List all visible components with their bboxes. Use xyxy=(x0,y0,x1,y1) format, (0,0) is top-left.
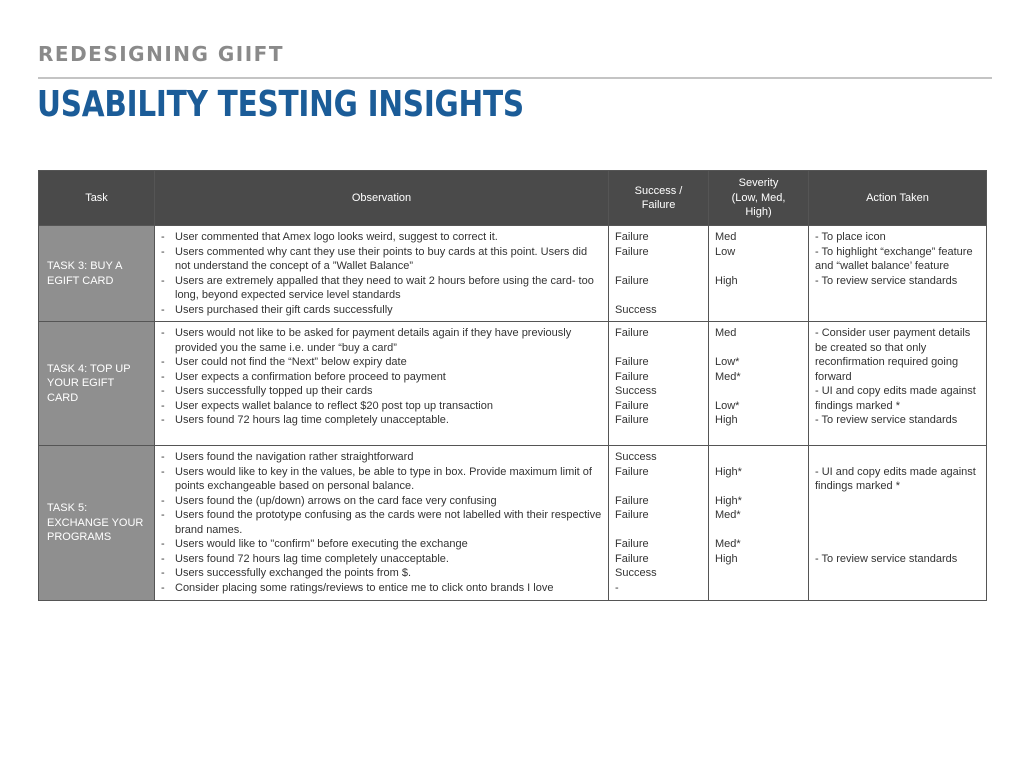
list-item: - Users would like to key in the values, be able to type in box. Provide maximum limit of points exchangeable based on personal balance. xyxy=(161,465,592,492)
column-header-observation: Observation xyxy=(155,171,609,226)
table-row xyxy=(39,226,987,322)
action-cell: - Consider user payment details be created so that only reconfirmation required going forward - UI and copy edits made against findings marked * - To review service standards xyxy=(809,322,987,446)
section-kicker: REDESIGNING GIIFT xyxy=(38,42,284,66)
severity-cell: Med Low High xyxy=(709,226,809,322)
observation-cell xyxy=(155,446,609,601)
table-header-row xyxy=(39,171,987,226)
list-item: - Users successfully exchanged the points from $. xyxy=(161,567,412,579)
list-item: - Users found the navigation rather straightforward xyxy=(161,451,414,463)
task-cell: TASK 5: EXCHANGE YOUR PROGRAMS xyxy=(39,446,155,601)
action-cell: - UI and copy edits made against findings marked * - To review service standards xyxy=(809,446,987,601)
list-item: - Users would like to "confirm" before executing the exchange xyxy=(161,538,468,550)
task-cell: TASK 4: TOP UP YOUR EGIFT CARD xyxy=(39,322,155,446)
result-cell: Failure Failure Failure Success xyxy=(609,226,709,322)
result-cell: Success Failure Failure Failure Failure Failure Success - xyxy=(609,446,709,601)
list-item: - Users are extremely appalled that they need to wait 2 hours before using the card- too long, beyond expected service level standards xyxy=(161,274,594,301)
observation-cell xyxy=(155,226,609,322)
observation-cell xyxy=(155,322,609,446)
list-item: - Users found 72 hours lag time completely unacceptable. xyxy=(161,552,449,565)
action-cell: - To place icon - To highlight “exchange” feature and “wallet balance’ feature - To review service standards xyxy=(809,226,987,322)
list-item: - Consider placing some ratings/reviews to entice me to click onto brands I love xyxy=(161,581,554,594)
severity-cell: Med Low* Med* Low* High xyxy=(709,322,809,446)
page-title: USABILITY TESTING INSIGHTS xyxy=(37,84,524,125)
column-header-success: Success / Failure xyxy=(609,171,709,226)
list-item: - Users found 72 hours lag time completely unacceptable. xyxy=(161,414,449,426)
list-item: - Users successfully topped up their cards xyxy=(161,385,373,397)
list-item: - Users found the (up/down) arrows on the card face very confusing xyxy=(161,494,497,507)
list-item: - Users would not like to be asked for payment details again if they have previously provided you the same i.e. under “buy a card” xyxy=(161,327,572,354)
column-header-task: Task xyxy=(39,171,155,226)
table-row xyxy=(39,446,987,601)
list-item: - Users found the prototype confusing as the cards were not labelled with their respective brand names. xyxy=(161,509,602,536)
list-item: - Users purchased their gift cards successfully xyxy=(161,303,393,316)
severity-cell: High* High* Med* Med* High xyxy=(709,446,809,601)
column-header-severity: Severity (Low, Med, High) xyxy=(709,171,809,226)
list-item: - Users commented why cant they use their points to buy cards at this point. Users did not understand the concept of a ”Wallet Balance” xyxy=(161,245,588,272)
list-item: - User could not find the “Next” below expiry date xyxy=(161,356,407,368)
usability-insights-table xyxy=(38,170,987,601)
task-cell: TASK 3: BUY A EGIFT CARD xyxy=(39,226,155,322)
table-row xyxy=(39,322,987,446)
list-item: - User expects wallet balance to reflect $20 post top up transaction xyxy=(161,399,493,412)
header-divider xyxy=(38,77,992,79)
result-cell: Failure Failure Failure Success Failure Failure xyxy=(609,322,709,446)
list-item: - User expects a confirmation before proceed to payment xyxy=(161,370,446,383)
list-item: - User commented that Amex logo looks weird, suggest to correct it. xyxy=(161,231,498,243)
column-header-action: Action Taken xyxy=(809,171,987,226)
